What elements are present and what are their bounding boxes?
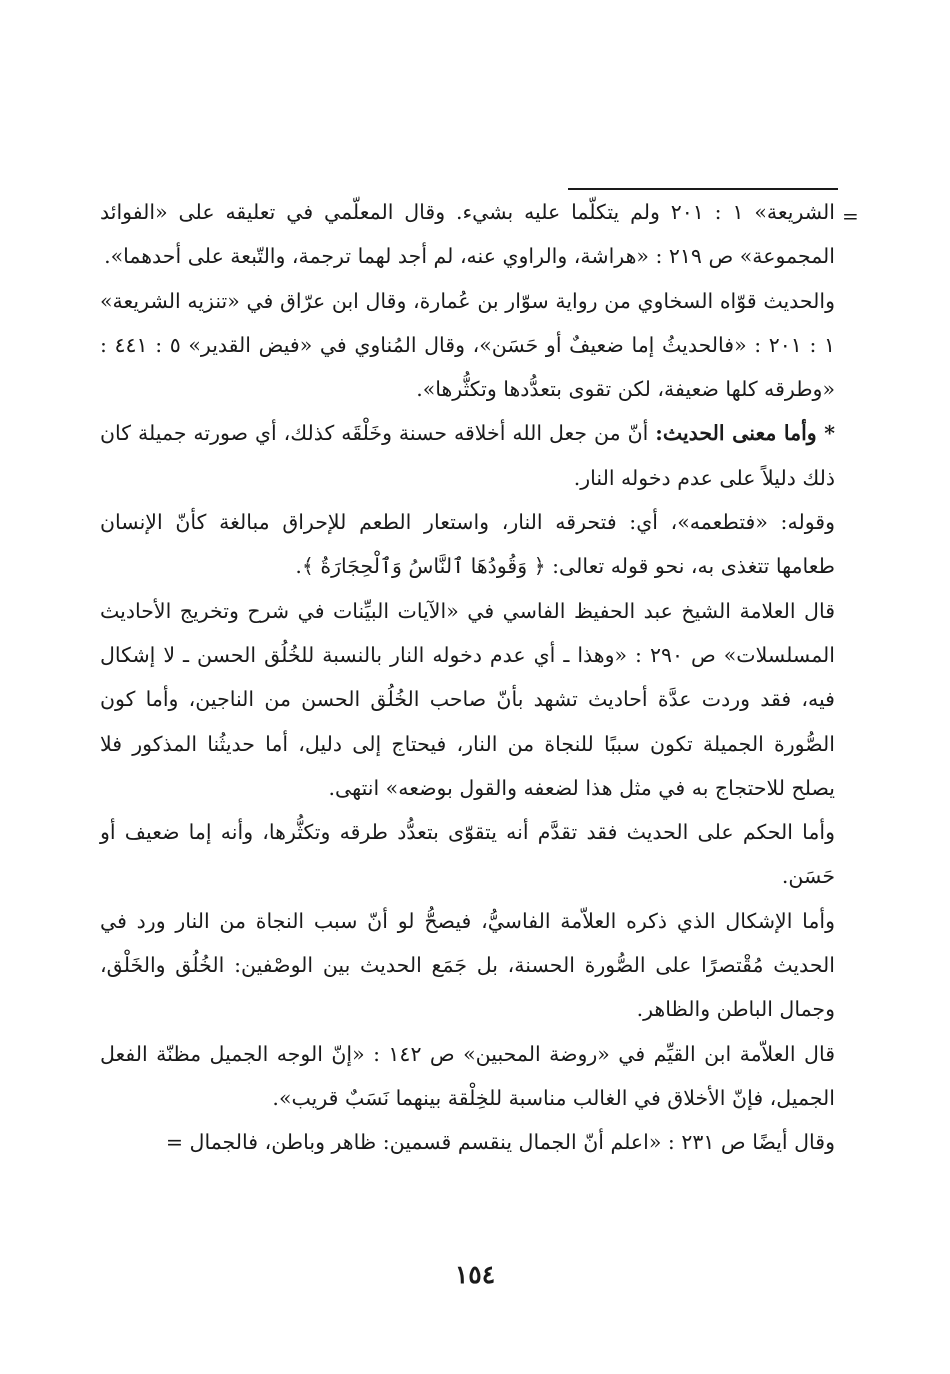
paragraph: وقوله: «فتطعمه»، أي: فتحرقه النار، واستعار الطعم للإحراق مبالغة كأنّ الإنسان طعامها تتغذى به، نحو قوله تعالى: ﴿ وَقُودُهَا ٱلنَّاسُ وَٱلْحِجَارَةُ ﴾. [100,510,835,579]
paragraph: وأما الحكم على الحديث فقد تقدَّم أنه يتقوّى بتعدُّد طرقه وتكثُّرها، وأنه إما ضعيف أو حَسَن. [100,820,835,889]
paragraph: والحديث قوّاه السخاوي من رواية سوّار بن عُمارة، وقال ابن عرّاق في «تنزيه الشريعة» ١ : ٢٠١ : «فالحديثُ إما ضعيفٌ أو حَسَن»، وقال المُناوي في «فيض القدير» ٥ : ٤٤١ : «وطرقه كلها ضعيفة، لكن تقوى بتعدُّدها وتكثُّرها». [100,288,835,402]
footnote-text-block [100,190,835,1165]
continuation-marker: = [842,204,859,228]
paragraph-lead: * وأما معنى الحديث: [655,421,835,446]
page-number: ١٥٤ [454,1260,496,1289]
paragraph: قال العلاّمة ابن القيِّم في «روضة المحبين» ص ١٤٢ : «إنّ الوجه الجميل مظنّة الفعل الجميل، فإنّ الأخلاق في الغالب مناسبة للخِلْقة بينهما نَسَبٌ قريب». [100,1041,835,1110]
paragraph: قال العلامة الشيخ عبد الحفيظ الفاسي في «الآيات البيِّنات في شرح وتخريج الأحاديث المسلسلات» ص ٢٩٠ : «وهذا ـ أي عدم دخوله النار بالنسبة للخُلُق الحسن ـ لا إشكال فيه، فقد وردت عدَّة أحاديث تشهد بأنّ صاحب الخُلُق الحسن من الناجين، وأما كون الصُّورة الجميلة تكون سببًا للنجاة من النار، فيحتاج إلى دليل، أما حديثُنا المذكور فلا يصلح للاحتجاج به في مثل هذا لضعفه والقول بوضعه» انتهى. [100,598,835,800]
paragraph [100,411,835,500]
paragraph: وأما الإشكال الذي ذكره العلاّمة الفاسيُّ، فيصحُّ لو أنّ سبب النجاة من النار ورد في الحديث مُقْتصرًا على الصُّورة الحسنة، بل جَمَع الحديث بين الوصْفين: الخُلُق والخَلْق، وجمال الباطن والظاهر. [100,908,835,1022]
paragraph: الشريعة» ١ : ٢٠١ ولم يتكلّما عليه بشيء. وقال المعلّمي في تعليقه على «الفوائد المجموعة» ص ٢١٩ : «هراشة، والراوي عنه، لم أجد لهما ترجمة، والتّبعة على أحدهما». [100,200,835,269]
paragraph: وقال أيضًا ص ٢٣١ : «اعلم أنّ الجمال ينقسم قسمين: ظاهر وباطن، فالجمال = [165,1130,835,1155]
paragraph-body: أنّ من جعل الله أخلاقه حسنة وخَلْقَه كذلك، أي صورته جميلة كان ذلك دليلاً على عدم دخوله النار. [100,421,835,490]
